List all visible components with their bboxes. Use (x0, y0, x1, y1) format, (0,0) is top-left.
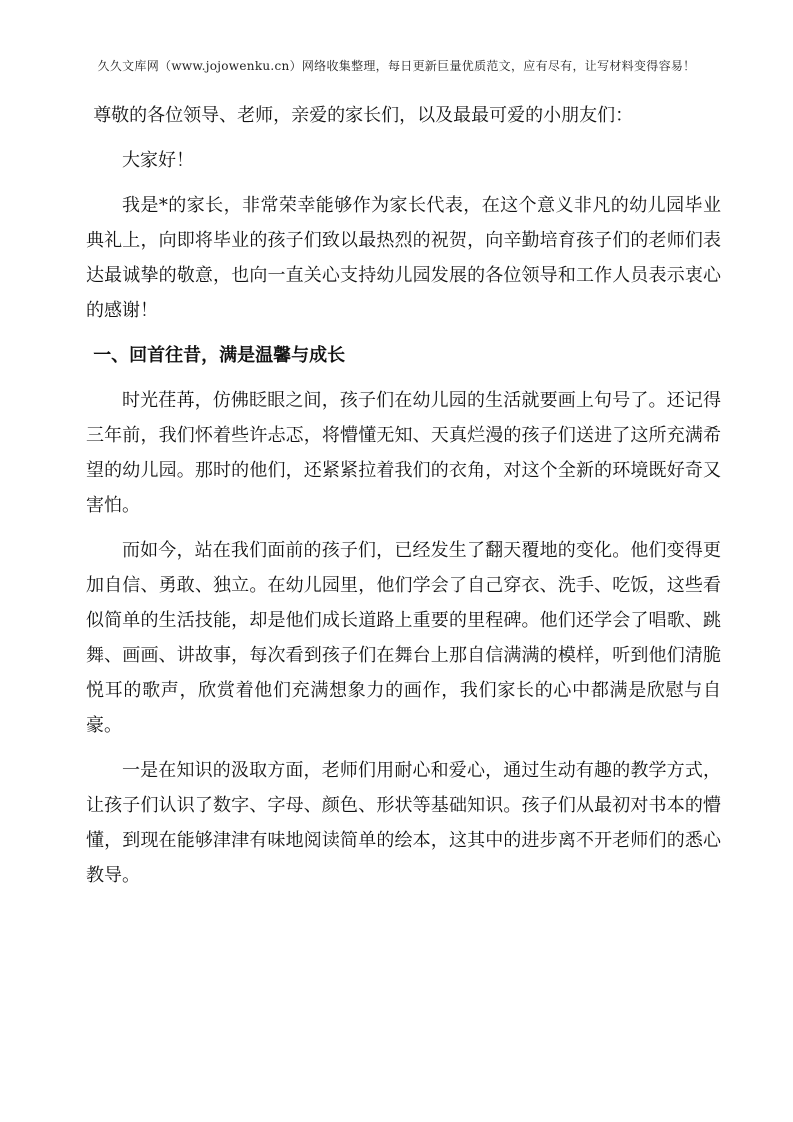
intro-paragraph: 我是*的家长，非常荣幸能够作为家长代表，在这个意义非凡的幼儿园毕业典礼上，向即将毕业的孩子们致以最热烈的祝贺，向辛勤培育孩子们的老师们表达最诚挚的敬意，也向一直关心支持幼儿园发展的各位领导和工作人员表示衷心的感谢！ (86, 195, 721, 321)
salutation: 尊敬的各位领导、老师，亲爱的家长们，以及最最可爱的小朋友们： (93, 105, 634, 126)
body-paragraph-3: 一是在知识的汲取方面，老师们用耐心和爱心，通过生动有趣的教学方式，让孩子们认识了数字、字母、颜色、形状等基础知识。孩子们从最初对书本的懵懂，到现在能够津津有味地阅读简单的绘本，这其中的进步离不开老师们的悉心教导。 (86, 760, 721, 886)
body-paragraph-2: 而如今，站在我们面前的孩子们，已经发生了翻天覆地的变化。他们变得更加自信、勇敢、独立。在幼儿园里，他们学会了自己穿衣、洗手、吃饭，这些看似简单的生活技能，却是他们成长道路上重要的里程碑。他们还学会了唱歌、跳舞、画画、讲故事，每次看到孩子们在舞台上那自信满满的模样，听到他们清脆悦耳的歌声，欣赏着他们充满想象力的画作，我们家长的心中都满是欣慰与自豪。 (86, 540, 721, 736)
body-paragraph-1: 时光荏苒，仿佛眨眼之间，孩子们在幼儿园的生活就要画上句号了。还记得三年前，我们怀着些许忐忑，将懵懂无知、天真烂漫的孩子们送进了这所充满希望的幼儿园。那时的他们，还紧紧拉着我们的衣角，对这个全新的环境既好奇又害怕。 (86, 390, 721, 516)
greeting: 大家好！ (122, 150, 194, 171)
section-heading: 一、回首往昔，满是温馨与成长 (93, 345, 346, 366)
page-header: 久久文库网（www.jojowenku.cn）网络收集整理，每日更新巨量优质范文，应有尽有，让写材料变得容易！ (97, 59, 696, 73)
document-body (86, 98, 721, 893)
